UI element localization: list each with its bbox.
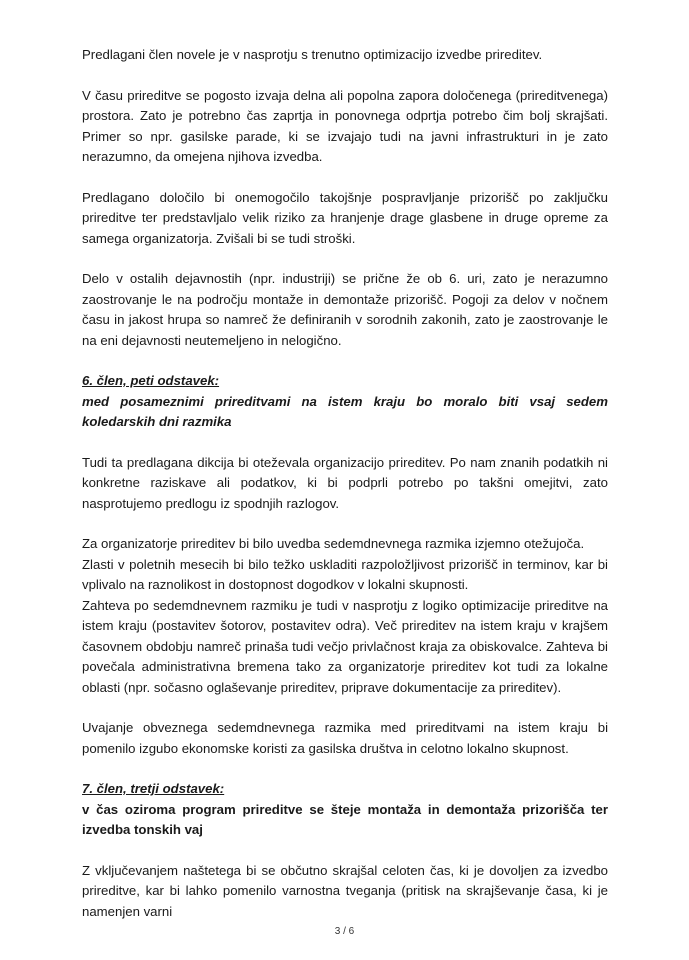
paragraph-cleanup: Predlagano določilo bi onemogočilo takojšnje pospravljanje prizorišč po zaključku prireditve ter predstavljalo velik riziko za hranjenje drage glasbene in druge opreme za samega organizatorja. Zvišali bi se tudi stroški. [82, 189, 608, 246]
paragraph-intro: Predlagani člen novele je v nasprotju s trenutno optimizacijo izvedbe prireditev. [82, 47, 543, 62]
section-6-heading: 6. člen, peti odstavek: [82, 373, 220, 388]
section-7-quote: v čas oziroma program prireditve se šteje montaža in demontaža prizorišča ter izvedba tonskih vaj [82, 801, 608, 837]
paragraph-working-hours: Delo v ostalih dejavnostih (npr. industriji) se prične že ob 6. uri, zato je nerazumno zaostrovanje le na področju montaže in demontaže prizorišč. Pogoji za delov v nočnem času in jakost hrupa so namreč že definiranih v sorodnih zakonih, zato je zaostrovanje le na eni dejavnosti neutemeljeno in nelogično. [82, 271, 608, 348]
section-7-heading: 7. člen, tretji odstavek: [82, 781, 225, 796]
section-6-paragraph-3: Uvajanje obveznega sedemdnevnega razmika med prireditvami na istem kraju bi pomenilo izgubo ekonomske koristi za gasilska društva in celotno lokalno skupnost. [82, 720, 608, 756]
paragraph-closure: V času prireditve se pogosto izvaja delna ali popolna zapora določenega (prireditvenega) prostora. Zato je potrebno čas zaprtja in ponovnega odprtja potrebo čim bolj skrajšati. Primer so npr. gasilske parade, ki se izvajajo tudi na javni infrastrukturi in je zato nerazumno, da omejena njihova izvedba. [82, 87, 608, 164]
section-6-quote: med posameznimi prireditvami na istem kraju bo moralo biti vsaj sedem koledarskih dni razmika [82, 393, 608, 429]
page-number: 3 / 6 [334, 926, 355, 937]
section-6-paragraph-2c: Zahteva po sedemdnevnem razmiku je tudi v nasprotju z logiko optimizacije prireditve na istem kraju (postavitev šotorov, postavitev odra). Več prireditev na istem kraju v krajšem časovnem obdobju namreč prinaša tudi večjo privlačnost kraja za obiskovalce. Zahteva bi povečala administrativna bremena tako za organizatorje prireditev kot tudi za lokalne oblasti (npr. sočasno oglaševanje prireditev, priprave dokumentacije za prireditev). [82, 597, 608, 695]
section-6-paragraph-2a: Za organizatorje prireditev bi bilo uvedba sedemdnevnega razmika izjemno otežujoča. [82, 536, 585, 551]
section-6-paragraph-1: Tudi ta predlagana dikcija bi oteževala organizacijo prireditev. Po nam znanih podatkih ni konkretne raziskave ali podatkov, ki bi podprli potrebo po takšni omejitvi, zato nasprotujemo predlogu iz spodnjih razlogov. [82, 454, 608, 511]
document-page [82, 45, 608, 922]
section-7-paragraph-1: Z vključevanjem naštetega bi se občutno skrajšal celoten čas, ki je dovoljen za izvedbo prireditve, kar bi lahko pomenilo varnostna tveganja (pritisk na skrajševanje časa, ki je namenjen varni [82, 862, 608, 919]
section-6-paragraph-2b: Zlasti v poletnih mesecih bi bilo težko uskladiti razpoložljivost prizorišč in terminov, kar bi vplivalo na raznolikost in dostopnost dogodkov v lokalni skupnosti. [82, 556, 608, 592]
